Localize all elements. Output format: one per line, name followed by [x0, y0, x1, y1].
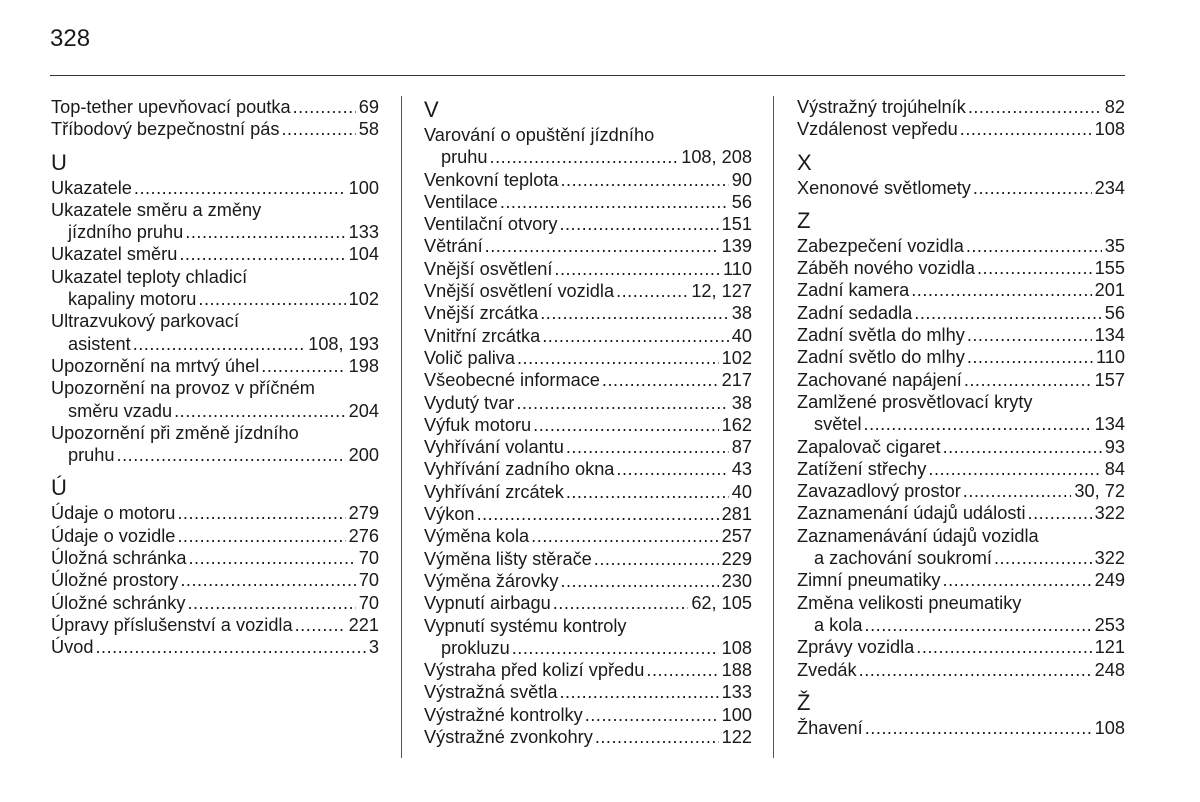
index-entry-page: 100: [348, 177, 379, 198]
index-entry-page: 102: [348, 289, 379, 310]
index-entry-text: Venkovní teplota: [424, 169, 559, 190]
index-entry: [51, 221, 379, 243]
index-entry-text: Vypnutí airbagu: [424, 593, 551, 614]
index-entry-page: 134: [1094, 325, 1125, 346]
index-entry-page: 122: [721, 727, 752, 748]
index-entry-text: Ventilační otvory: [424, 214, 558, 235]
dot-leader: [179, 243, 345, 265]
index-entry-text: Zadní světla do mlhy: [797, 325, 965, 346]
index-entry-text: Vyhřívání volantu: [424, 437, 564, 458]
index-entry-page: 204: [348, 400, 379, 421]
index-entry-page: 322: [1094, 503, 1125, 524]
index-entry-page: 279: [348, 503, 379, 524]
index-entry-text: Údaje o motoru: [51, 503, 176, 524]
section-letter: Ž: [797, 689, 811, 715]
index-entry-page: 221: [348, 614, 379, 635]
index-entry: [51, 355, 379, 377]
dot-leader: [293, 96, 356, 118]
index-entry-page: 133: [721, 682, 752, 703]
index-entry-text: jízdního pruhu: [68, 222, 184, 243]
index-entry-page: 108: [1094, 717, 1125, 738]
index-entry: [797, 717, 1125, 739]
index-entry-heading: Zamlžené prosvětlovací kryty: [797, 391, 1033, 412]
index-entry: [51, 547, 379, 569]
index-entry: [797, 177, 1125, 199]
index-entry-text: Zadní sedadla: [797, 302, 913, 323]
dot-leader: [928, 458, 1101, 480]
index-entry: [424, 369, 752, 391]
dot-leader: [198, 288, 345, 310]
dot-leader: [95, 636, 365, 658]
index-entry-text: Výkon: [424, 504, 475, 525]
index-entry-page: 102: [721, 347, 752, 368]
index-entry-page: 188: [721, 660, 752, 681]
index-entry-heading: Upozornění na provoz v příčném: [51, 378, 315, 399]
dot-leader: [516, 392, 728, 414]
section-letter: X: [797, 149, 812, 175]
index-entry-page: 139: [721, 236, 752, 257]
index-entry-text: Úložné schránky: [51, 592, 186, 613]
index-entry-page: 217: [721, 370, 752, 391]
dot-leader: [295, 614, 346, 636]
index-entry: [424, 302, 752, 324]
index-entry-text: Úvod: [51, 637, 94, 658]
column-divider: [401, 96, 402, 758]
index-entry: [51, 525, 379, 547]
dot-leader: [585, 704, 719, 726]
dot-leader: [485, 235, 719, 257]
index-entry-page: 133: [348, 222, 379, 243]
index-entry-text: Všeobecné informace: [424, 370, 600, 391]
dot-leader: [616, 280, 688, 302]
index-entry-heading: Ukazatele směru a změny: [51, 199, 262, 220]
index-entry-text: pruhu: [441, 147, 488, 168]
index-entry-page: 82: [1104, 97, 1125, 117]
index-entry-page: 38: [731, 392, 752, 413]
index-entry-text: a zachování soukromí: [814, 548, 992, 569]
index-entry-page: 108, 193: [308, 333, 379, 354]
page-number: 328: [50, 25, 91, 52]
index-entry: [51, 502, 379, 524]
dot-leader: [595, 726, 719, 748]
index-entry-page: 3: [368, 637, 379, 658]
dot-leader: [963, 480, 1072, 502]
index-entry-text: Upozornění na mrtvý úhel: [51, 355, 260, 376]
index-entry-text: Vyhřívání zrcátek: [424, 481, 564, 502]
index-entry: [424, 258, 752, 280]
dot-leader: [559, 681, 718, 703]
index-entry: [424, 392, 752, 414]
dot-leader: [531, 525, 719, 547]
index-entry-text: Ventilace: [424, 191, 498, 212]
index-entry-page: 93: [1104, 436, 1125, 457]
index-entry-page: 151: [721, 214, 752, 235]
index-entry-page: 35: [1104, 235, 1125, 256]
index-entry-page: 229: [721, 548, 752, 569]
index-entry-page: 40: [731, 325, 752, 346]
dot-leader: [960, 118, 1092, 140]
section-letter: U: [51, 149, 67, 175]
index-entry: [51, 96, 379, 118]
index-entry-text: prokluzu: [441, 637, 510, 658]
index-entry-page: 69: [358, 97, 379, 117]
index-entry-text: Zachované napájení: [797, 369, 962, 390]
index-entry-text: Vnější osvětlení vozidla: [424, 281, 615, 302]
dot-leader: [517, 347, 719, 369]
index-entry-page: 70: [358, 570, 379, 591]
dot-leader: [964, 369, 1092, 391]
dot-leader: [117, 444, 346, 466]
index-entry-page: 257: [721, 526, 752, 547]
index-entry-text: Top-tether upevňovací poutka: [51, 97, 291, 117]
section-letter: V: [424, 97, 439, 122]
index-entry: [424, 325, 752, 347]
index-entry-heading: Varování o opuštění jízdního: [424, 125, 655, 145]
index-entry-page: 58: [358, 119, 379, 140]
index-entry-heading: Ukazatel teploty chladicí: [51, 266, 248, 287]
index-entry-text: Zatížení střechy: [797, 458, 927, 479]
dot-leader: [967, 346, 1093, 368]
index-entry: [424, 525, 752, 547]
index-entry: [51, 636, 379, 658]
index-entry-text: Výstražné kontrolky: [424, 704, 583, 725]
index-entry: [797, 235, 1125, 257]
index-entry: [51, 444, 379, 466]
index-entry-text: kapaliny motoru: [68, 289, 197, 310]
index-entry: [51, 177, 379, 199]
index-entry: [51, 614, 379, 636]
index-entry-page: 200: [348, 445, 379, 466]
index-entry-page: 234: [1094, 177, 1125, 198]
dot-leader: [911, 279, 1091, 301]
index-column-1: [51, 96, 379, 659]
index-entry-page: 30, 72: [1074, 481, 1125, 502]
dot-leader: [540, 302, 729, 324]
index-entry-page: 90: [731, 169, 752, 190]
dot-leader: [512, 637, 719, 659]
index-entry-page: 56: [1104, 302, 1125, 323]
index-entry-page: 134: [1094, 414, 1125, 435]
index-entry: [797, 480, 1125, 502]
index-entry: [424, 681, 752, 703]
index-entry-page: 108: [721, 637, 752, 658]
dot-leader: [180, 569, 355, 591]
index-entry: [424, 280, 752, 302]
dot-leader: [916, 636, 1091, 658]
index-entry-text: Zaznamenání údajů události: [797, 503, 1026, 524]
index-entry: [797, 458, 1125, 480]
index-entry-page: 110: [723, 258, 752, 279]
index-entry-text: Ukazatele: [51, 177, 132, 198]
index-entry: [424, 347, 752, 369]
index-entry-text: Úložná schránka: [51, 548, 187, 569]
index-entry-text: Zabezpečení vozidla: [797, 235, 964, 256]
dot-leader: [560, 570, 718, 592]
index-entry: [51, 288, 379, 310]
index-entry: [424, 503, 752, 525]
column-divider: [773, 96, 774, 758]
dot-leader: [594, 548, 719, 570]
index-entry-page: 198: [348, 355, 379, 376]
dot-leader: [994, 547, 1092, 569]
dot-leader: [500, 191, 729, 213]
index-entry-page: 108, 208: [681, 147, 752, 168]
index-entry: [51, 569, 379, 591]
dot-leader: [188, 547, 355, 569]
index-entry-text: Výstraha před kolizí vpředu: [424, 660, 645, 681]
dot-leader: [177, 502, 345, 524]
index-entry: [424, 548, 752, 570]
index-entry-heading: Zaznamenávání údajů vozidla: [797, 525, 1039, 546]
dot-leader: [1028, 502, 1092, 524]
index-entry-text: Ukazatel směru: [51, 244, 178, 265]
dot-leader: [553, 592, 689, 614]
dot-leader: [865, 614, 1092, 636]
index-entry: [797, 279, 1125, 301]
index-entry-text: Vnitřní zrcátka: [424, 325, 541, 346]
index-entry-text: Úpravy příslušenství a vozidla: [51, 614, 293, 635]
index-entry-text: Vzdálenost vepředu: [797, 119, 958, 140]
index-entry: [424, 235, 752, 257]
dot-leader: [943, 569, 1092, 591]
dot-leader: [566, 436, 729, 458]
index-entry: [424, 704, 752, 726]
index-entry: [424, 414, 752, 436]
index-entry-page: 43: [731, 459, 752, 480]
dot-leader: [490, 146, 679, 168]
index-entry: [51, 400, 379, 422]
index-entry-page: 70: [358, 592, 379, 613]
index-entry: [51, 243, 379, 265]
index-entry-heading: Vypnutí systému kontroly: [424, 615, 627, 636]
index-entry: [797, 324, 1125, 346]
dot-leader: [646, 659, 718, 681]
index-entry: [797, 118, 1125, 140]
dot-leader: [914, 302, 1101, 324]
index-entry: [424, 637, 752, 659]
dot-leader: [859, 659, 1092, 681]
header-rule: [50, 75, 1125, 76]
index-entry: [424, 436, 752, 458]
index-entry-page: 40: [731, 481, 752, 502]
index-entry-text: Údaje o vozidle: [51, 525, 176, 546]
index-entry-text: Zadní světlo do mlhy: [797, 347, 965, 368]
index-entry-text: Žhavení: [797, 717, 863, 738]
index-entry-page: 100: [721, 704, 752, 725]
index-entry-text: Úložné prostory: [51, 570, 179, 591]
index-entry: [797, 302, 1125, 324]
dot-leader: [187, 592, 355, 614]
index-entry-text: Výstražná světla: [424, 682, 558, 703]
index-entry: [424, 570, 752, 592]
dot-leader: [134, 177, 346, 199]
index-entry-text: Tříbodový bezpečnostní pás: [51, 119, 280, 140]
index-entry: [797, 569, 1125, 591]
dot-leader: [185, 221, 345, 243]
dot-leader: [282, 118, 356, 140]
index-entry-page: 84: [1104, 458, 1125, 479]
index-column-3: [797, 96, 1125, 739]
section-letter: Ú: [51, 475, 67, 501]
dot-leader: [864, 413, 1092, 435]
index-column-2: [424, 96, 752, 748]
index-entry-page: 322: [1094, 548, 1125, 569]
index-entry-text: Výfuk motoru: [424, 414, 532, 435]
dot-leader: [174, 400, 346, 422]
index-entry: [424, 481, 752, 503]
index-entry-text: Výstražný trojúhelník: [797, 97, 966, 117]
index-entry-text: Vnější osvětlení: [424, 258, 553, 279]
index-entry-page: 276: [348, 525, 379, 546]
index-entry-text: a kola: [814, 614, 863, 635]
index-entry: [424, 169, 752, 191]
index-entry-page: 70: [358, 548, 379, 569]
index-entry-text: Zimní pneumatiky: [797, 570, 941, 591]
index-entry-text: Výměna lišty stěrače: [424, 548, 592, 569]
dot-leader: [977, 257, 1092, 279]
dot-leader: [533, 414, 718, 436]
dot-leader: [943, 436, 1102, 458]
index-entry: [797, 257, 1125, 279]
index-entry-text: světel: [814, 414, 862, 435]
dot-leader: [542, 325, 729, 347]
index-entry-page: 230: [721, 570, 752, 591]
index-entry: [424, 726, 752, 748]
index-entry: [797, 659, 1125, 681]
index-entry-page: 253: [1094, 614, 1125, 635]
index-entry-page: 281: [721, 504, 752, 525]
index-entry: [797, 346, 1125, 368]
dot-leader: [968, 96, 1102, 118]
dot-leader: [477, 503, 719, 525]
dot-leader: [561, 169, 729, 191]
index-entry-page: 62, 105: [691, 593, 752, 614]
index-entry: [424, 191, 752, 213]
dot-leader: [973, 177, 1092, 199]
index-entry: [51, 118, 379, 140]
index-entry-page: 155: [1094, 258, 1125, 279]
index-entry-text: Záběh nového vozidla: [797, 258, 975, 279]
dot-leader: [865, 717, 1092, 739]
index-entry-page: 249: [1094, 570, 1125, 591]
dot-leader: [967, 324, 1092, 346]
index-entry-heading: Upozornění při změně jízdního: [51, 422, 299, 443]
index-entry: [797, 547, 1125, 569]
index-entry-page: 104: [348, 244, 379, 265]
index-entry-text: asistent: [68, 333, 131, 354]
index-entry-text: Větrání: [424, 236, 483, 257]
index-entry-text: směru vzadu: [68, 400, 173, 421]
index-entry-text: Zadní kamera: [797, 280, 910, 301]
index-entry-page: 56: [731, 191, 752, 212]
index-entry-text: Zapalovač cigaret: [797, 436, 941, 457]
index-entry-page: 110: [1096, 347, 1125, 368]
index-entry-text: Výměna kola: [424, 526, 530, 547]
index-entry-page: 12, 127: [691, 281, 752, 302]
dot-leader: [559, 213, 718, 235]
index-entry: [424, 458, 752, 480]
index-entry: [424, 146, 752, 168]
index-entry-text: Xenonové světlomety: [797, 177, 971, 198]
index-entry: [51, 592, 379, 614]
index-entry-heading: Změna velikosti pneumatiky: [797, 592, 1022, 613]
index-entry-text: Zvedák: [797, 659, 857, 680]
dot-leader: [177, 525, 345, 547]
index-entry-text: Vydutý tvar: [424, 392, 515, 413]
section-letter: Z: [797, 207, 811, 233]
index-entry-text: Zavazadlový prostor: [797, 481, 961, 502]
index-entry-page: 248: [1094, 659, 1125, 680]
index-entry: [797, 436, 1125, 458]
index-entry-page: 157: [1094, 369, 1125, 390]
index-entry-text: Výstražné zvonkohry: [424, 727, 593, 748]
index-entry-page: 38: [731, 303, 752, 324]
index-entry-page: 121: [1094, 637, 1125, 658]
dot-leader: [602, 369, 719, 391]
index-entry: [797, 614, 1125, 636]
index-entry-heading: Ultrazvukový parkovací: [51, 311, 240, 332]
index-entry: [797, 502, 1125, 524]
index-entry-text: Výměna žárovky: [424, 570, 559, 591]
index-entry-page: 201: [1094, 280, 1125, 301]
index-entry-text: Volič paliva: [424, 347, 515, 368]
index-entry-page: 87: [731, 437, 752, 458]
dot-leader: [133, 333, 306, 355]
dot-leader: [966, 235, 1102, 257]
dot-leader: [616, 458, 728, 480]
index-entry: [424, 213, 752, 235]
index-entry-text: Vyhřívání zadního okna: [424, 459, 615, 480]
index-entry: [797, 413, 1125, 435]
index-entry-text: Zprávy vozidla: [797, 637, 915, 658]
dot-leader: [566, 481, 729, 503]
index-entry: [797, 369, 1125, 391]
index-entry: [424, 659, 752, 681]
index-entry-text: pruhu: [68, 445, 115, 466]
index-entry-text: Vnější zrcátka: [424, 303, 539, 324]
index-entry: [797, 636, 1125, 658]
index-entry: [797, 96, 1125, 118]
index-entry-page: 108: [1094, 119, 1125, 140]
index-entry: [51, 333, 379, 355]
index-entry-page: 162: [721, 414, 752, 435]
dot-leader: [261, 355, 345, 377]
dot-leader: [554, 258, 720, 280]
index-entry: [424, 592, 752, 614]
